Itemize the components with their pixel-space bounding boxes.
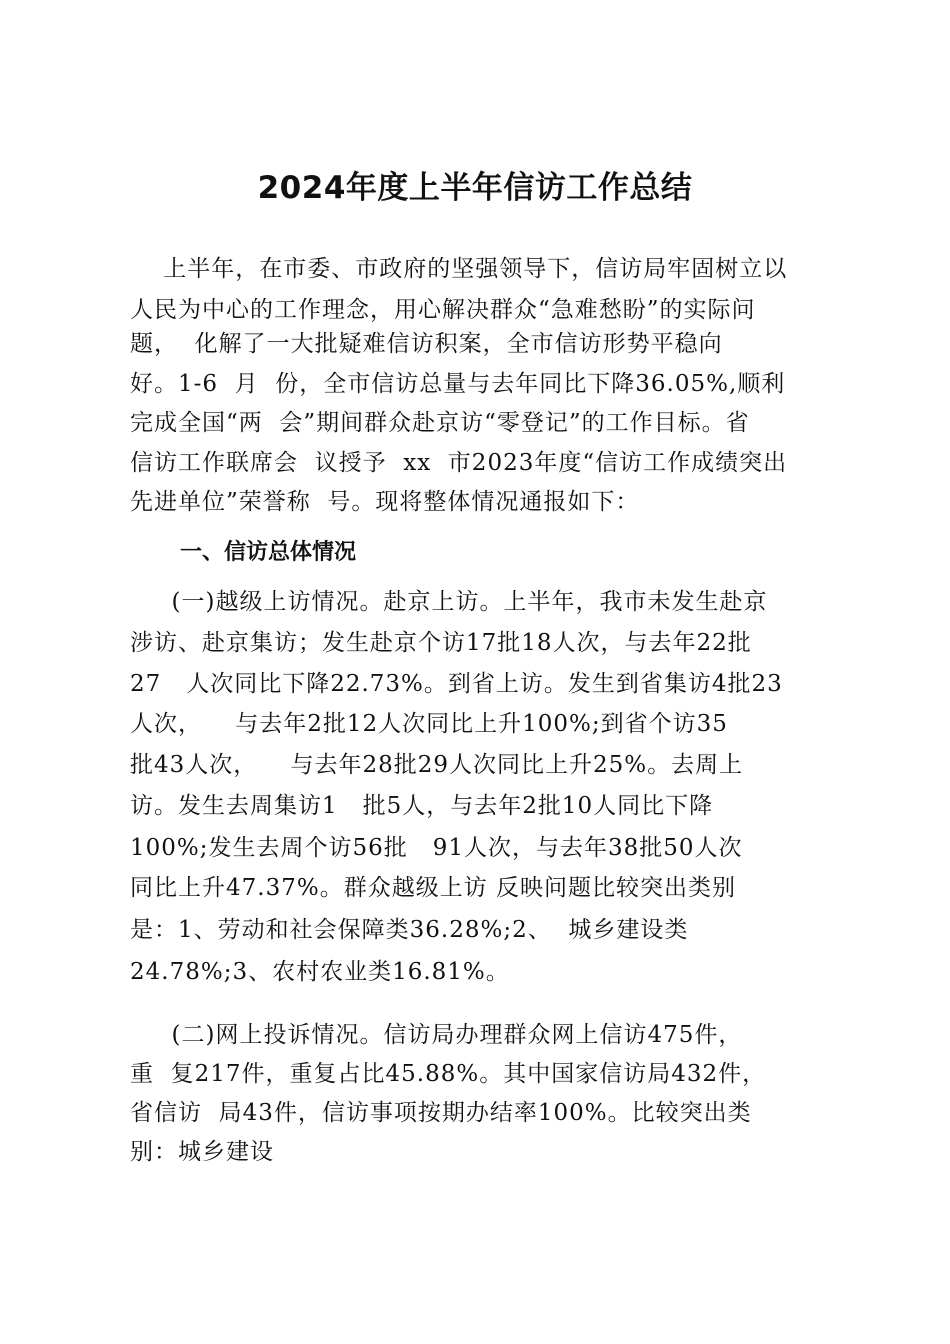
sub1-line-10: 24.78%;3、农村农业类16.81%。	[130, 959, 510, 985]
sub1-line-1: (一)越级上访情况。赴京上访。上半年，我市未发生赴京	[130, 589, 768, 615]
intro-line-2: 人民为中心的工作理念，用心解决群众“急难愁盼”的实际问	[130, 297, 756, 323]
intro-line-1: 上半年，在市委、市政府的坚强领导下，信访局牢固树立以	[130, 256, 788, 282]
sub1-line-6: 访。发生去周集访1 批5人，与去年2批10人同比下降	[130, 793, 714, 819]
sub1-line-7: 100%;发生去周个访56批 91人次，与去年38批50人次	[130, 835, 743, 861]
sub1-line-5: 批43人次， 与去年28批29人次同比上升25%。去周上	[130, 752, 744, 778]
sub1-line-2: 涉访、赴京集访；发生赴京个访17批18人次，与去年22批	[130, 630, 752, 656]
intro-line-3: 题， 化解了一大批疑难信访积案，全市信访形势平稳向	[130, 331, 723, 357]
section-heading: 一、信访总体情况	[180, 540, 357, 565]
sub1-line-3: 27 人次同比下降22.73%。到省上访。发生到省集访4批23	[130, 671, 783, 697]
sub1-line-8: 同比上升47.37%。群众越级上访 反映问题比较突出类别	[130, 875, 737, 901]
sub2-line-3: 省信访 局43件，信访事项按期办结率100%。比较突出类	[130, 1100, 752, 1126]
intro-line-7: 先进单位”荣誉称 号。现将整体情况通报如下：	[130, 489, 640, 515]
sub1-line-4: 人次， 与去年2批12人次同比上升100%;到省个访35	[130, 711, 728, 737]
intro-line-4: 好。1-6 月 份，全市信访总量与去年同比下降36.05%,顺利	[130, 371, 786, 397]
sub1-line-9: 是：1、劳动和社会保障类36.28%;2、 城乡建设类	[130, 917, 689, 943]
sub2-line-1: (二)网上投诉情况。信访局办理群众网上信访475件，	[130, 1022, 743, 1048]
sub2-line-2: 重 复217件，重复占比45.88%。其中国家信访局432件，	[130, 1061, 767, 1087]
document-title: 2024年度上半年信访工作总结	[257, 170, 693, 206]
sub2-line-4: 别：城乡建设	[130, 1139, 274, 1165]
intro-line-6: 信访工作联席会 议授予 xx 市2023年度“信访工作成绩突出	[130, 450, 788, 476]
intro-line-5: 完成全国“两 会”期间群众赴京访“零登记”的工作目标。省	[130, 410, 750, 436]
